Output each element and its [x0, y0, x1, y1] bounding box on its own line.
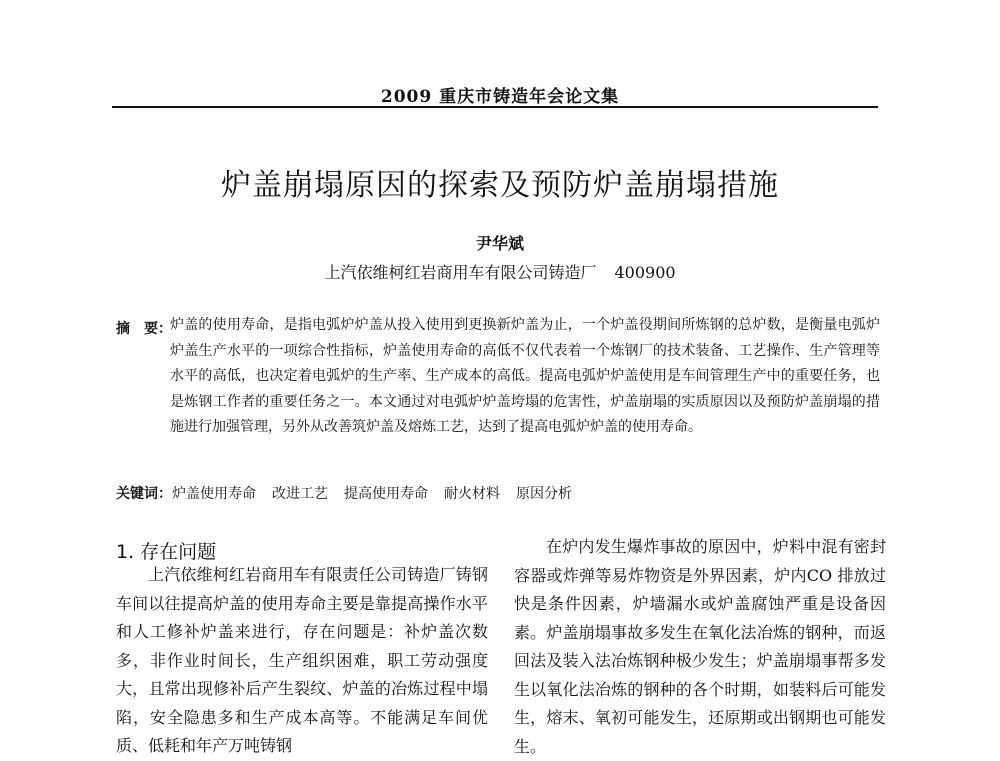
body-column-right [514, 533, 886, 761]
affiliation-org: 上汽依维柯红岩商用车有限公司铸造厂 [324, 263, 597, 282]
keywords-line [116, 483, 876, 503]
author-name: 尹华斌 [475, 234, 524, 253]
abstract-text: 炉盖的使用寿命，是指电弧炉炉盖从投入使用到更换新炉盖为止，一个炉盖役期间所炼钢的总炉数，是衡量电弧炉炉盖生产水平的一项综合性指标，炉盖使用寿命的高低不仅代表着一个炼钢厂的技术装备、工艺操作、生产管理等水平的高低，也决定着电弧炉的生产率、生产成本的高低。提高电弧炉炉盖使用是车间管理生产中的重要任务，也是炼钢工作者的重要任务之一。本文通过对电弧炉炉盖垮塌的危害性，炉盖崩塌的实质原因以及预防炉盖崩塌的措施进行加强管理，另外从改善筑炉盖及熔炼工艺，达到了提高电弧炉炉盖的使用寿命。 [170, 317, 880, 435]
keywords-label: 关键词： [116, 486, 172, 502]
keyword: 改进工艺 [272, 486, 328, 502]
keyword: 提高使用寿命 [344, 486, 428, 502]
body-column-left [116, 561, 488, 761]
abstract-label: 摘 要： [116, 321, 172, 337]
header-rule [112, 106, 878, 108]
keyword: 耐火材料 [444, 486, 500, 502]
running-header: 2009 重庆市铸造年会论文集 [380, 87, 620, 107]
keyword: 原因分析 [516, 486, 572, 502]
affiliation [0, 260, 1000, 283]
affiliation-zip: 400900 [614, 263, 676, 282]
body-paragraph: 在炉内发生爆炸事故的原因中，炉料中混有密封容器或炸弹等易炸物资是外界因素，炉内CO 排放过快是条件因素，炉墙漏水或炉盖腐蚀严重是设备因素。炉盖崩塌事故多发生在氧化法冶炼的钢种，而返回法及装入法冶炼钢种极少发生；炉盖崩塌事帮多发生以氧化法冶炼的钢种的各个时期，如装料后可能发生，熔末、氧初可能发生，还原期或出钢期也可能发生。 [514, 537, 886, 756]
paper-title: 炉盖崩塌原因的探索及预防炉盖崩塌措施 [221, 168, 779, 203]
section-heading: 1. 存在问题 [116, 541, 217, 563]
body-paragraph: 上汽依维柯红岩商用车有限责任公司铸造厂铸钢车间以往提高炉盖的使用寿命主要是靠提高操作水平和人工修补炉盖来进行，存在问题是：补炉盖次数多，非作业时间长，生产组织困难，职工劳动强度大，且常出现修补后产生裂纹、炉盖的冶炼过程中塌陷，安全隐患多和生产成本高等。不能满足车间优质、低耗和年产万吨铸钢 [116, 565, 488, 755]
keyword: 炉盖使用寿命 [172, 486, 256, 502]
